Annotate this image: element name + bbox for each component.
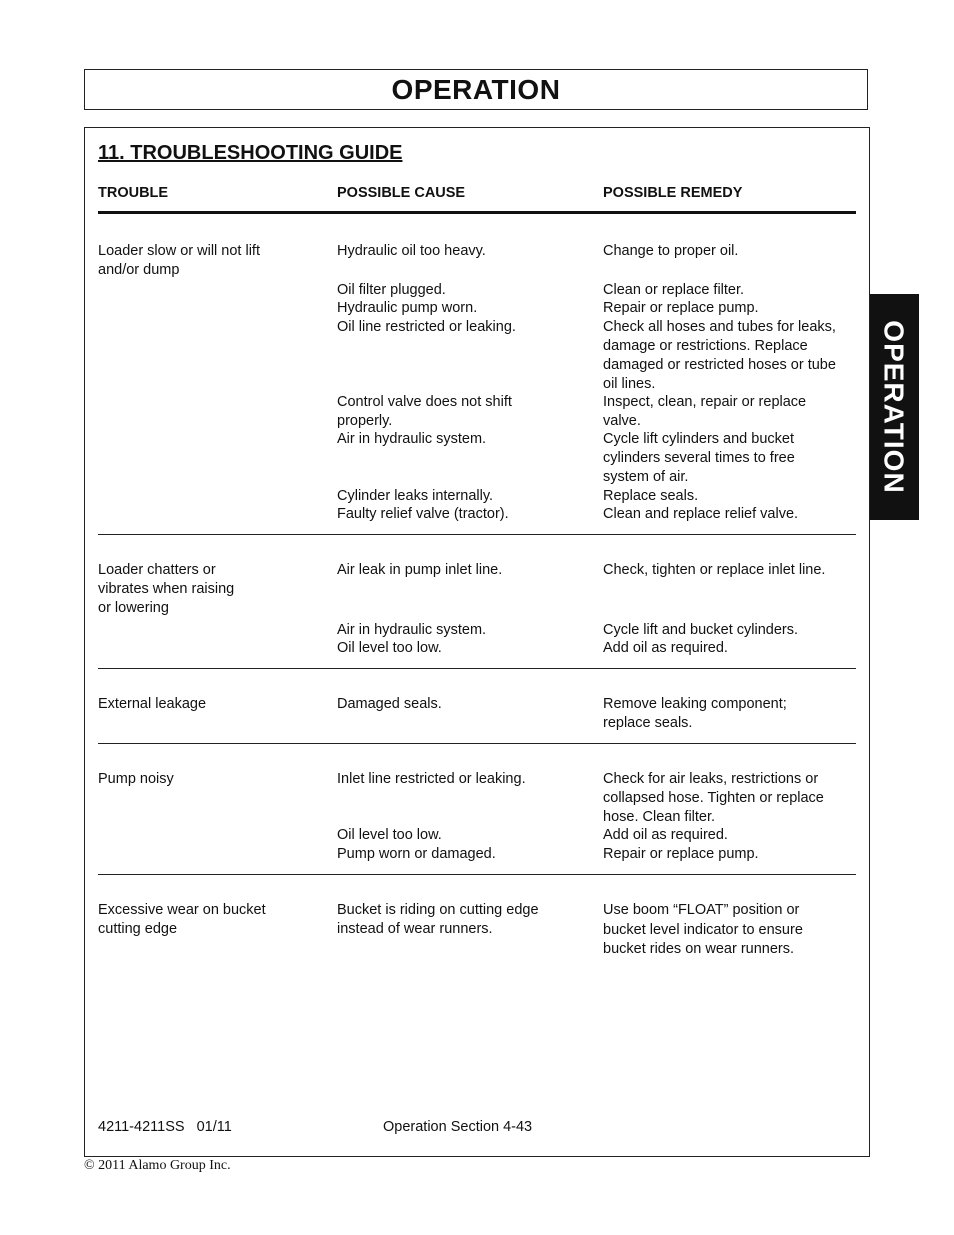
footer-page-number: Operation Section 4-43 bbox=[383, 1119, 533, 1135]
remedy-cell: Inspect, clean, repair or replace valve. bbox=[603, 394, 807, 429]
remedy-cell: Check, tighten or replace inlet line. bbox=[603, 562, 826, 578]
remedy-cell: Change to proper oil. bbox=[603, 243, 739, 259]
cause-cell: Air leak in pump inlet line. bbox=[337, 562, 503, 578]
remedy-cell: Clean and replace relief valve. bbox=[603, 506, 799, 522]
cause-cell: Damaged seals. bbox=[337, 696, 442, 712]
trouble-cell: Pump noisy bbox=[98, 771, 174, 787]
header-divider bbox=[98, 211, 856, 214]
page-header bbox=[84, 69, 868, 110]
remedy-cell: Replace seals. bbox=[603, 488, 699, 504]
remedy-cell: Clean or replace filter. bbox=[603, 282, 745, 298]
cause-cell: Bucket is riding on cutting edge instead of wear runners. bbox=[337, 902, 539, 937]
cause-cell: Cylinder leaks internally. bbox=[337, 488, 494, 504]
footer-doc-number: 4211-4211SS 01/11 bbox=[98, 1119, 232, 1135]
cause-cell: Inlet line restricted or leaking. bbox=[337, 771, 526, 787]
cause-cell: Oil filter plugged. bbox=[337, 282, 446, 298]
remedy-cell: Add oil as required. bbox=[603, 827, 728, 843]
row-divider bbox=[98, 534, 856, 535]
trouble-cell: Excessive wear on bucket cutting edge bbox=[98, 902, 266, 937]
cause-cell: Hydraulic oil too heavy. bbox=[337, 243, 486, 259]
remedy-cell: Check for air leaks, restrictions or collapsed hose. Tighten or replace hose. Clean filter. bbox=[603, 771, 824, 825]
column-header-trouble: TROUBLE bbox=[98, 185, 169, 201]
cause-cell: Air in hydraulic system. bbox=[337, 431, 487, 447]
row-divider bbox=[98, 743, 856, 744]
trouble-cell: Loader chatters or vibrates when raising or lowering bbox=[98, 562, 235, 616]
row-divider bbox=[98, 874, 856, 875]
cause-cell: Oil level too low. bbox=[337, 827, 442, 843]
remedy-cell: Cycle lift and bucket cylinders. bbox=[603, 622, 799, 638]
cause-cell: Pump worn or damaged. bbox=[337, 846, 496, 862]
copyright-notice: © 2011 Alamo Group Inc. bbox=[84, 1158, 231, 1173]
section-title: 11. TROUBLESHOOTING GUIDE bbox=[98, 142, 403, 164]
cause-cell: Hydraulic pump worn. bbox=[337, 300, 478, 316]
trouble-cell: External leakage bbox=[98, 696, 207, 712]
remedy-cell: Cycle lift cylinders and bucket cylinders several times to free system of air. bbox=[603, 431, 795, 485]
side-tab-label: OPERATION bbox=[879, 320, 911, 494]
cause-cell: Air in hydraulic system. bbox=[337, 622, 487, 638]
remedy-cell: Repair or replace pump. bbox=[603, 300, 759, 316]
remedy-cell: Check all hoses and tubes for leaks, damage or restrictions. Replace damaged or restricted hoses or tube oil lines. bbox=[603, 319, 836, 392]
trouble-cell: Loader slow or will not lift and/or dump bbox=[98, 243, 260, 278]
remedy-cell: Use boom “FLOAT” position or bucket level indicator to ensure bucket rides on wear runners. bbox=[603, 902, 803, 957]
remedy-cell: Add oil as required. bbox=[603, 640, 728, 656]
cause-cell: Faulty relief valve (tractor). bbox=[337, 506, 509, 522]
column-header-cause: POSSIBLE CAUSE bbox=[337, 185, 466, 201]
column-header-remedy: POSSIBLE REMEDY bbox=[603, 185, 743, 201]
cause-cell: Oil line restricted or leaking. bbox=[337, 319, 516, 335]
remedy-cell: Remove leaking component; replace seals. bbox=[603, 696, 787, 731]
cause-cell: Oil level too low. bbox=[337, 640, 442, 656]
remedy-cell: Repair or replace pump. bbox=[603, 846, 759, 862]
section-side-tab bbox=[869, 294, 919, 520]
cause-cell: Control valve does not shift properly. bbox=[337, 394, 512, 429]
page-header-title: OPERATION bbox=[391, 73, 561, 105]
row-divider bbox=[98, 668, 856, 669]
